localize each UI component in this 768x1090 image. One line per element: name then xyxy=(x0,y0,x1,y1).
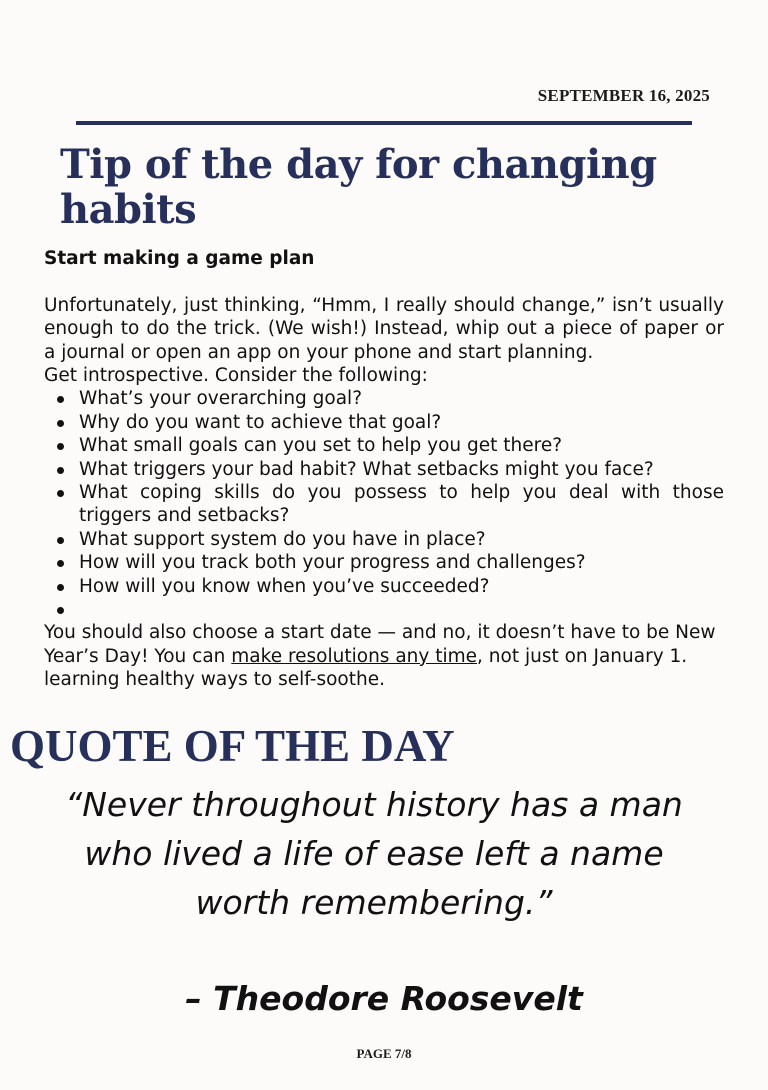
list-item: What coping skills do you possess to help you deal with those triggers and setbacks? xyxy=(79,482,724,527)
tip-closing-tail: learning healthy ways to self-soothe. xyxy=(44,669,385,691)
closing-text-end: , not just on January 1. xyxy=(477,645,688,667)
list-item: Why do you want to achieve that goal? xyxy=(79,411,724,434)
tip-lead: Get introspective. Consider the following: xyxy=(44,365,428,387)
list-item: What support system do you have in place? xyxy=(79,528,724,551)
quote-author: – Theodore Roosevelt xyxy=(185,979,583,1018)
quote-heading: QUOTE OF THE DAY xyxy=(10,721,455,771)
header-divider xyxy=(76,121,692,125)
tip-intro: Unfortunately, just thinking, “Hmm, I really should change,” isn’t usually enough to do the trick. (We wish!) Instead, whip out a piece of paper or a journal or open an app on your phone and start planning. xyxy=(44,294,724,363)
empty-list-item xyxy=(79,598,724,621)
list-item: What triggers your bad habit? What setbacks might you face? xyxy=(79,458,724,481)
page-number: PAGE 7/8 xyxy=(356,1046,412,1061)
question-list xyxy=(44,387,724,621)
quote-text: “Never throughout history has a man who lived a life of ease left a name worth remembering.” xyxy=(65,785,683,922)
tip-body xyxy=(44,247,724,692)
list-item: What small goals can you set to help you get there? xyxy=(79,434,724,457)
resolutions-link[interactable]: make resolutions any time xyxy=(231,645,478,667)
tip-closing xyxy=(44,621,724,668)
list-item: How will you track both your progress and challenges? xyxy=(79,551,724,574)
list-item: What’s your overarching goal? xyxy=(79,387,724,410)
tip-title: Tip of the day for changing habits xyxy=(60,141,657,233)
closing-text: You should also choose a start date — and no, it doesn’t have to be New Year’s Day! You can xyxy=(44,622,716,667)
tip-subheading: Start making a game plan xyxy=(44,248,315,269)
page-date: SEPTEMBER 16, 2025 xyxy=(537,86,710,105)
list-item: How will you know when you’ve succeeded? xyxy=(79,575,724,598)
